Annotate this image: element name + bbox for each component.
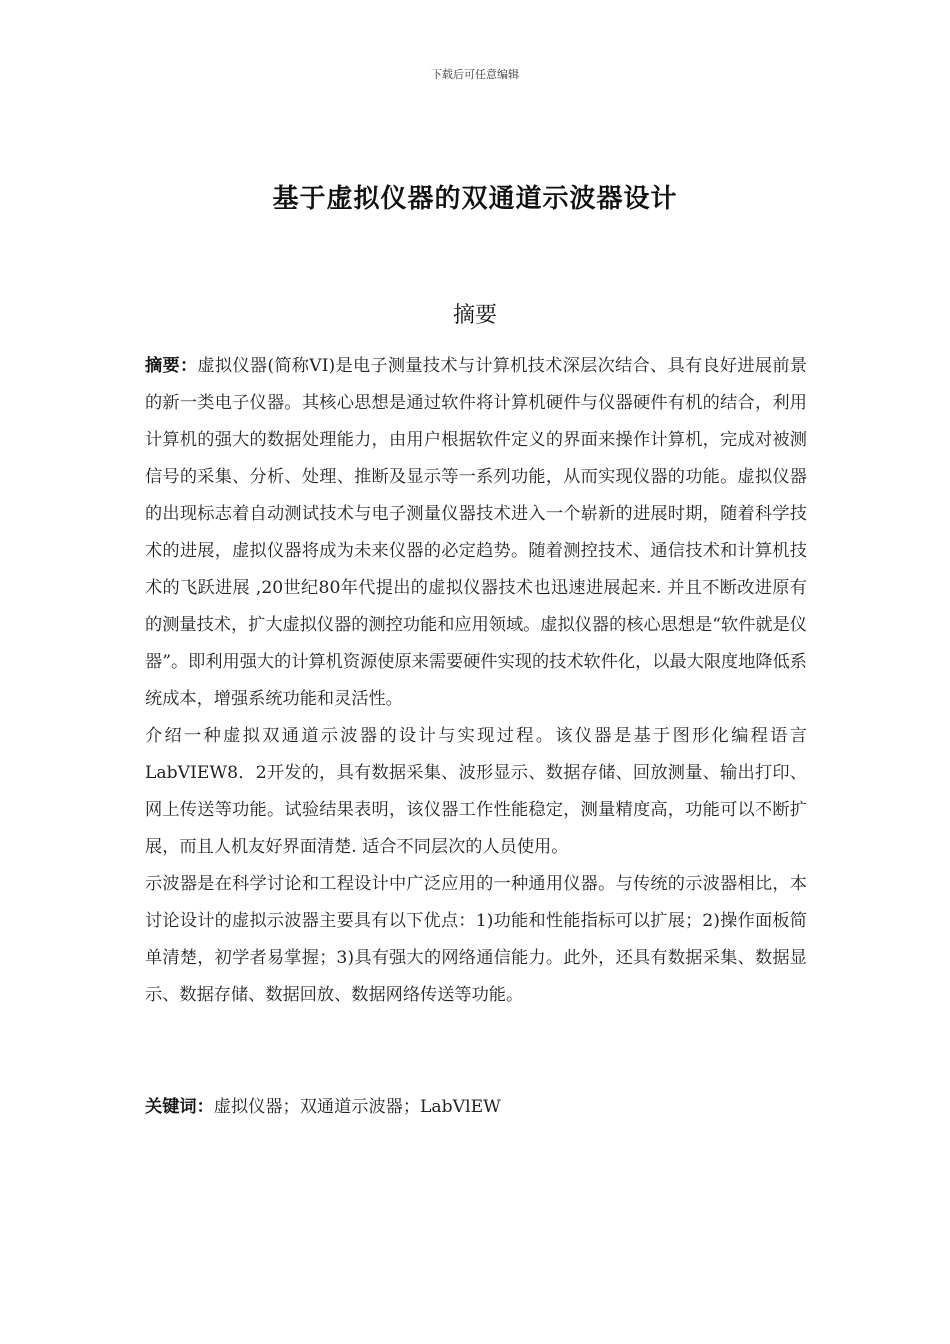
keywords-label: 关键词：	[145, 1097, 214, 1117]
keywords-line	[145, 1092, 807, 1122]
abstract-paragraph-3: 示波器是在科学讨论和工程设计中广泛应用的一种通用仪器。与传统的示波器相比，本讨论设计的虚拟示波器主要具有以下优点：1)功能和性能指标可以扩展；2)操作面板简单清楚，初学者易掌握；3)具有强大的网络通信能力。此外，还具有数据采集、数据显示、数据存储、数据回放、数据网络传送等功能。	[145, 874, 807, 1005]
abstract-lead-label: 摘要：	[145, 356, 198, 376]
keywords-text: 虚拟仪器；双通道示波器；LabVlEW	[213, 1097, 501, 1117]
abstract-heading: 摘要	[452, 303, 497, 328]
abstract-body	[145, 348, 807, 1014]
abstract-paragraph-2: 介绍一种虚拟双通道示波器的设计与实现过程。该仪器是基于图形化编程语言LabVIEW8．2开发的，具有数据采集、波形显示、数据存储、回放测量、输出打印、网上传送等功能。试验结果表明，该仪器工作性能稳定，测量精度高，功能可以不断扩展，而且人机友好界面清楚. 适合不同层次的人员使用。	[145, 726, 807, 857]
page-header-note: 下载后可任意编辑	[431, 68, 519, 81]
document-title: 基于虚拟仪器的双通道示波器设计	[272, 184, 678, 214]
abstract-paragraph-1	[145, 348, 807, 718]
abstract-paragraph-1-text: 虚拟仪器(简称VI)是电子测量技术与计算机技术深层次结合、具有良好进展前景的新一类电子仪器。其核心思想是通过软件将计算机硬件与仪器硬件有机的结合，利用计算机的强大的数据处理能力，由用户根据软件定义的界面来操作计算机，完成对被测信号的采集、分析、处理、推断及显示等一系列功能，从而实现仪器的功能。虚拟仪器的出现标志着自动测试技术与电子测量仪器技术进入一个崭新的进展时期，随着科学技术的进展，虚拟仪器将成为未来仪器的必定趋势。随着测控技术、通信技术和计算机技术的飞跃进展 ,20世纪80年代提出的虚拟仪器技术也迅速进展起来. 并且不断改进原有的测量技术，扩大虚拟仪器的测控功能和应用领域。虚拟仪器的核心思想是“软件就是仪器”。即利用强大的计算机资源使原来需要硬件实现的技术软件化，以最大限度地降低系统成本，增强系统功能和灵活性。	[145, 356, 807, 709]
